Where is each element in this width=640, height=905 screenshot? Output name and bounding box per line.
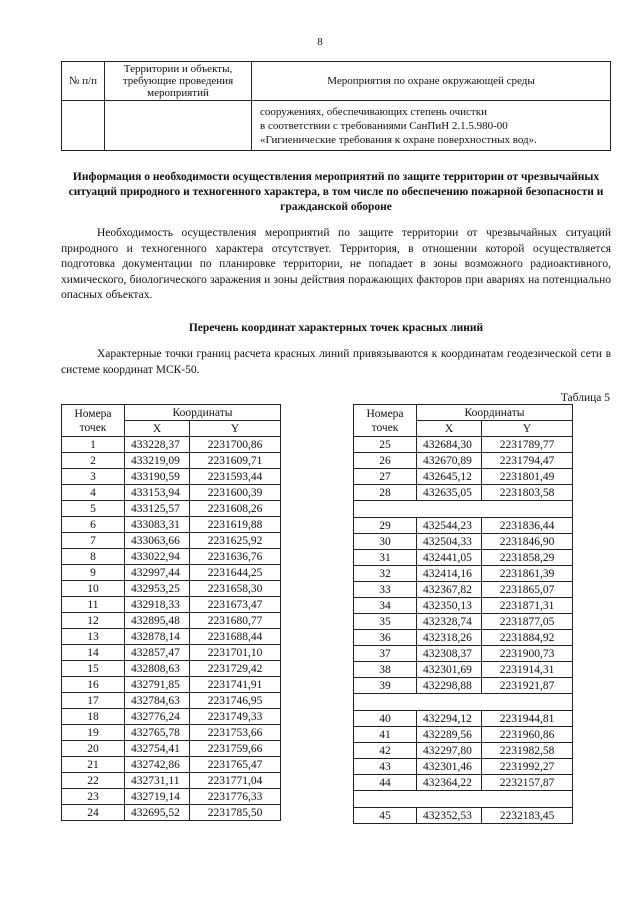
environmental-measures-table (61, 61, 611, 151)
coord-x: 432670,89 (417, 453, 482, 469)
coord-y: 2231960,86 (482, 727, 573, 743)
coord-x: 433063,66 (125, 533, 190, 549)
point-number: 30 (354, 534, 417, 550)
coord-x: 433125,57 (125, 501, 190, 517)
point-number: 33 (354, 582, 417, 598)
section-heading-red-lines: Перечень координат характерных точек красных линий (188, 322, 484, 334)
table-row (62, 741, 281, 757)
table-row (354, 453, 573, 469)
point-number: 13 (62, 629, 125, 645)
table-row (354, 678, 573, 694)
point-number: 5 (62, 501, 125, 517)
coord-x: 433228,37 (125, 437, 190, 453)
header-x: X (125, 421, 190, 437)
coord-x: 432544,23 (417, 518, 482, 534)
point-number: 23 (62, 789, 125, 805)
table-row (354, 808, 573, 824)
point-number: 10 (62, 581, 125, 597)
coord-x: 432808,63 (125, 661, 190, 677)
point-number: 15 (62, 661, 125, 677)
table-row (354, 534, 573, 550)
table-row (354, 759, 573, 775)
table-row (354, 469, 573, 485)
point-number: 40 (354, 711, 417, 727)
coord-x: 432635,05 (417, 485, 482, 501)
point-number: 7 (62, 533, 125, 549)
coord-x: 432298,88 (417, 678, 482, 694)
coord-x: 432294,12 (417, 711, 482, 727)
coord-y: 2231865,07 (482, 582, 573, 598)
separator-cell (354, 501, 573, 518)
table-row (62, 725, 281, 741)
section-heading-emergency: Информация о необходимости осуществления мероприятий по защите территории от чрезвычайных ситуаций природного и техногенного характера, в том числе по обеспечению пожарной безопасности и гражданской обороне (68, 171, 604, 213)
coord-x: 433219,09 (125, 453, 190, 469)
coord-x: 432441,05 (417, 550, 482, 566)
point-number: 9 (62, 565, 125, 581)
coord-x: 432414,16 (417, 566, 482, 582)
header-coordinates: Координаты (125, 405, 281, 421)
coord-x: 432791,85 (125, 677, 190, 693)
header-number: № п/п (62, 62, 105, 101)
coord-y: 2231877,05 (482, 614, 573, 630)
coord-x: 432364,22 (417, 775, 482, 791)
coord-y: 2232157,87 (482, 775, 573, 791)
coord-y: 2231680,77 (190, 613, 281, 629)
header-point-numbers: Номера точек (354, 405, 417, 437)
table-row (62, 469, 281, 485)
table-row (62, 485, 281, 501)
coord-y: 2231746,95 (190, 693, 281, 709)
coord-y: 2231776,33 (190, 789, 281, 805)
table-row (354, 437, 573, 453)
coord-header-row (62, 405, 281, 421)
header-x: X (417, 421, 482, 437)
separator-row (354, 791, 573, 808)
table-row (354, 566, 573, 582)
measures-line: в соответствии с требованиями СанПиН 2.1.5.980-00 (260, 120, 508, 132)
coord-x: 433153,94 (125, 485, 190, 501)
coord-x: 432719,14 (125, 789, 190, 805)
coord-x: 432695,52 (125, 805, 190, 821)
coord-y: 2231921,87 (482, 678, 573, 694)
coord-x: 432742,86 (125, 757, 190, 773)
coord-y: 2231636,76 (190, 549, 281, 565)
empty-cell (105, 101, 252, 151)
coord-y: 2231944,81 (482, 711, 573, 727)
table-row (354, 582, 573, 598)
measures-cell (252, 101, 611, 151)
table-row (62, 517, 281, 533)
header-coordinates: Координаты (417, 405, 573, 421)
coord-x: 432301,69 (417, 662, 482, 678)
table-row (62, 565, 281, 581)
point-number: 32 (354, 566, 417, 582)
page-number: 8 (317, 36, 323, 48)
coord-x: 432504,33 (417, 534, 482, 550)
point-number: 25 (354, 437, 417, 453)
point-number: 19 (62, 725, 125, 741)
point-number: 31 (354, 550, 417, 566)
point-number: 45 (354, 808, 417, 824)
coord-y: 2231658,30 (190, 581, 281, 597)
point-number: 17 (62, 693, 125, 709)
point-number: 44 (354, 775, 417, 791)
point-number: 21 (62, 757, 125, 773)
header-measures: Мероприятия по охране окружающей среды (252, 62, 611, 101)
coord-x: 432997,44 (125, 565, 190, 581)
coord-x: 432731,11 (125, 773, 190, 789)
table-row (354, 775, 573, 791)
coord-y: 2231803,58 (482, 485, 573, 501)
coord-x: 432857,47 (125, 645, 190, 661)
coord-y: 2231914,31 (482, 662, 573, 678)
coord-y: 2231753,66 (190, 725, 281, 741)
table-row (354, 518, 573, 534)
coord-y: 2231701,10 (190, 645, 281, 661)
coord-y: 2231789,77 (482, 437, 573, 453)
table-row (62, 101, 611, 151)
coord-y: 2231884,92 (482, 630, 573, 646)
point-number: 43 (354, 759, 417, 775)
table-row (62, 437, 281, 453)
coord-x: 433190,59 (125, 469, 190, 485)
point-number: 28 (354, 485, 417, 501)
point-number: 3 (62, 469, 125, 485)
coord-x: 432301,46 (417, 759, 482, 775)
point-number: 20 (62, 741, 125, 757)
point-number: 24 (62, 805, 125, 821)
table-row (354, 662, 573, 678)
table-row (62, 757, 281, 773)
measures-line: сооружениях, обеспечивающих степень очистки (260, 106, 487, 118)
table-row (62, 645, 281, 661)
table-row (354, 614, 573, 630)
coord-y: 2231982,58 (482, 743, 573, 759)
coord-y: 2231801,49 (482, 469, 573, 485)
coord-x: 432765,78 (125, 725, 190, 741)
point-number: 16 (62, 677, 125, 693)
table-row (354, 630, 573, 646)
coord-x: 432878,14 (125, 629, 190, 645)
coord-x: 432289,56 (417, 727, 482, 743)
coord-x: 432776,24 (125, 709, 190, 725)
table-row (62, 549, 281, 565)
coord-x: 432895,48 (125, 613, 190, 629)
coord-x: 432754,41 (125, 741, 190, 757)
coord-y: 2231729,42 (190, 661, 281, 677)
coord-x: 433022,94 (125, 549, 190, 565)
point-number: 42 (354, 743, 417, 759)
coord-y: 2231861,39 (482, 566, 573, 582)
separator-cell (354, 791, 573, 808)
table-row (62, 453, 281, 469)
table-row (62, 613, 281, 629)
point-number: 18 (62, 709, 125, 725)
coord-y: 2231871,31 (482, 598, 573, 614)
point-number: 37 (354, 646, 417, 662)
point-number: 38 (354, 662, 417, 678)
coord-y: 2231600,39 (190, 485, 281, 501)
table-row (62, 581, 281, 597)
table-row (354, 598, 573, 614)
coord-y: 2231785,50 (190, 805, 281, 821)
table-row (62, 597, 281, 613)
coordinates-table-right (353, 404, 573, 824)
coord-y: 2231700,86 (190, 437, 281, 453)
coord-x: 432308,37 (417, 646, 482, 662)
coord-y: 2232183,45 (482, 808, 573, 824)
coord-y: 2231625,92 (190, 533, 281, 549)
paragraph-red-lines: Характерные точки границ расчета красных линий привязываются к координатам геодезической сети в системе координат МСК-50. (61, 348, 611, 376)
point-number: 36 (354, 630, 417, 646)
table-row (62, 693, 281, 709)
table-row (354, 743, 573, 759)
coord-y: 2231593,44 (190, 469, 281, 485)
table-row (62, 533, 281, 549)
table-row (62, 773, 281, 789)
coord-x: 433083,31 (125, 517, 190, 533)
coord-header-row (354, 405, 573, 421)
table-row (62, 677, 281, 693)
coord-y: 2231741,91 (190, 677, 281, 693)
paragraph-emergency: Необходимость осуществления мероприятий по защите территории от чрезвычайных ситуаций природного и техногенного характера отсутствует. Территория, в отношении которой осуществляется подготовка документации по планировке территории, не попадает в зоны возможного радиоактивного, химического, биологического заражения и зоны действия поражающих факторов при авариях на потенциально опасных объектах. (61, 227, 611, 301)
header-point-numbers: Номера точек (62, 405, 125, 437)
point-number: 27 (354, 469, 417, 485)
point-number: 22 (62, 773, 125, 789)
coord-y: 2231619,88 (190, 517, 281, 533)
coord-y: 2231688,44 (190, 629, 281, 645)
coord-y: 2231608,26 (190, 501, 281, 517)
point-number: 12 (62, 613, 125, 629)
coordinates-table-left (61, 404, 281, 821)
separator-row (354, 694, 573, 711)
coord-y: 2231858,29 (482, 550, 573, 566)
table-header-row (62, 62, 611, 101)
coord-x: 432953,25 (125, 581, 190, 597)
measures-line: «Гигиенические требования к охране поверхностных вод». (260, 134, 537, 146)
header-y: Y (190, 421, 281, 437)
table-row (354, 485, 573, 501)
coord-y: 2231846,90 (482, 534, 573, 550)
point-number: 35 (354, 614, 417, 630)
coord-y: 2231900,73 (482, 646, 573, 662)
point-number: 29 (354, 518, 417, 534)
table-row (62, 805, 281, 821)
point-number: 6 (62, 517, 125, 533)
coord-y: 2231759,66 (190, 741, 281, 757)
header-y: Y (482, 421, 573, 437)
point-number: 41 (354, 727, 417, 743)
coord-x: 432318,26 (417, 630, 482, 646)
point-number: 1 (62, 437, 125, 453)
point-number: 34 (354, 598, 417, 614)
coord-y: 2231644,25 (190, 565, 281, 581)
point-number: 4 (62, 485, 125, 501)
coord-y: 2231771,04 (190, 773, 281, 789)
coord-y: 2231673,47 (190, 597, 281, 613)
table-row (62, 789, 281, 805)
separator-row (354, 501, 573, 518)
coord-y: 2231765,47 (190, 757, 281, 773)
table-row (354, 711, 573, 727)
point-number: 39 (354, 678, 417, 694)
coord-x: 432367,82 (417, 582, 482, 598)
coord-x: 432784,63 (125, 693, 190, 709)
coord-x: 432684,30 (417, 437, 482, 453)
coord-y: 2231794,47 (482, 453, 573, 469)
table-row (62, 709, 281, 725)
separator-cell (354, 694, 573, 711)
coord-x: 432352,53 (417, 808, 482, 824)
coord-y: 2231992,27 (482, 759, 573, 775)
point-number: 11 (62, 597, 125, 613)
point-number: 2 (62, 453, 125, 469)
table-row (354, 646, 573, 662)
coord-y: 2231609,71 (190, 453, 281, 469)
point-number: 8 (62, 549, 125, 565)
coord-y: 2231836,44 (482, 518, 573, 534)
coord-y: 2231749,33 (190, 709, 281, 725)
table-row (62, 629, 281, 645)
empty-cell (62, 101, 105, 151)
table-row (354, 550, 573, 566)
table-caption: Таблица 5 (560, 392, 610, 404)
table-row (62, 501, 281, 517)
header-territories: Территории и объекты, требующие проведения мероприятий (105, 62, 252, 101)
coord-x: 432328,74 (417, 614, 482, 630)
point-number: 26 (354, 453, 417, 469)
coord-x: 432297,80 (417, 743, 482, 759)
coord-x: 432645,12 (417, 469, 482, 485)
table-row (62, 661, 281, 677)
point-number: 14 (62, 645, 125, 661)
table-row (354, 727, 573, 743)
coord-x: 432918,33 (125, 597, 190, 613)
coord-x: 432350,13 (417, 598, 482, 614)
